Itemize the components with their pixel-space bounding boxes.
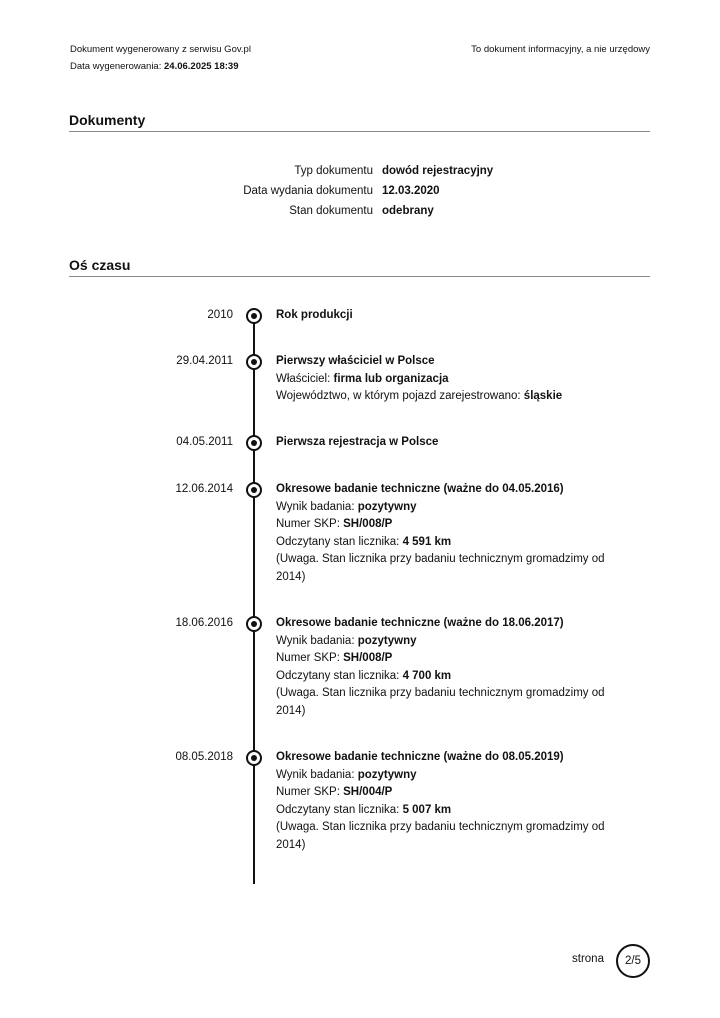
- result-label: Wynik badania:: [276, 768, 355, 781]
- event-title: Okresowe badanie techniczne (ważne do 18.06.2017): [276, 617, 564, 629]
- page-label: strona: [572, 953, 604, 965]
- event-owner-line: [276, 371, 626, 389]
- event-date: 08.05.2018: [175, 751, 233, 763]
- event-title: Okresowe badanie techniczne (ważne do 04.05.2016): [276, 483, 564, 495]
- document-row-type: [0, 165, 720, 185]
- voivodeship-value: śląskie: [523, 390, 563, 402]
- page-number-badge: [616, 944, 650, 978]
- event-date: 18.06.2016: [175, 617, 233, 629]
- event-title: Pierwsza rejestracja w Polsce: [276, 436, 439, 448]
- skp-label: Numer SKP:: [276, 518, 340, 530]
- timeline-dot-icon: [246, 616, 262, 632]
- odometer-line: [276, 534, 626, 552]
- event-body: [276, 434, 626, 452]
- document-issue-date-label: Data wydania dokumentu: [243, 185, 373, 197]
- event-date: 2010: [207, 309, 233, 321]
- odometer-note: (Uwaga. Stan licznika przy badaniu technicznym gromadzimy od 2014): [276, 553, 605, 583]
- event-voivodeship-line: [276, 388, 626, 406]
- event-body: [276, 749, 626, 854]
- skp-number-line: [276, 650, 626, 668]
- skp-value: SH/008/P: [343, 518, 393, 530]
- event-title: Okresowe badanie techniczne (ważne do 08.05.2019): [276, 751, 564, 763]
- inspection-result-line: [276, 767, 626, 785]
- result-label: Wynik badania:: [276, 634, 355, 647]
- documents-details: [0, 165, 720, 225]
- skp-number-line: [276, 516, 626, 534]
- odometer-value: 4 700 km: [402, 669, 452, 682]
- event-date: 04.05.2011: [176, 436, 233, 448]
- skp-number-line: [276, 784, 626, 802]
- odometer-label: Odczytany stan licznika:: [276, 669, 400, 682]
- inspection-result-line: [276, 499, 626, 517]
- event-body: [276, 481, 626, 586]
- event-title: Rok produkcji: [276, 309, 353, 321]
- page-header-right: [471, 41, 650, 58]
- document-row-issue-date: [0, 185, 720, 205]
- odometer-line: [276, 802, 626, 820]
- event-body: [276, 615, 626, 720]
- timeline-line: [253, 315, 255, 884]
- event-title: Pierwszy właściciel w Polsce: [276, 355, 435, 367]
- documents-section-title: Dokumenty: [69, 112, 650, 132]
- event-body: [276, 353, 626, 406]
- timeline-dot-icon: [246, 354, 262, 370]
- document-status-value: odebrany: [382, 205, 434, 217]
- event-date: 29.04.2011: [176, 355, 233, 367]
- timeline-dot-icon: [246, 435, 262, 451]
- generated-by-text: Dokument wygenerowany z serwisu Gov.pl: [70, 44, 251, 55]
- result-value: pozytywny: [357, 634, 417, 647]
- result-value: pozytywny: [357, 768, 417, 781]
- owner-label: Właściciel:: [276, 372, 331, 385]
- skp-value: SH/004/P: [343, 786, 393, 798]
- document-status-label: Stan dokumentu: [289, 205, 373, 217]
- odometer-note: (Uwaga. Stan licznika przy badaniu technicznym gromadzimy od 2014): [276, 821, 605, 851]
- skp-label: Numer SKP:: [276, 652, 340, 664]
- timeline-dot-icon: [246, 750, 262, 766]
- inspection-result-line: [276, 633, 626, 651]
- generated-date-value: 24.06.2025 18:39: [164, 61, 239, 72]
- owner-value: firma lub organizacja: [333, 372, 449, 385]
- document-row-status: [0, 205, 720, 225]
- skp-value: SH/008/P: [343, 652, 393, 664]
- generated-date-line: [70, 58, 251, 75]
- document-type-value: dowód rejestracyjny: [382, 165, 494, 177]
- odometer-line: [276, 668, 626, 686]
- disclaimer-text: To dokument informacyjny, a nie urzędowy: [471, 44, 650, 55]
- odometer-label: Odczytany stan licznika:: [276, 535, 400, 548]
- page-number: 2/5: [625, 955, 641, 967]
- odometer-note: (Uwaga. Stan licznika przy badaniu technicznym gromadzimy od 2014): [276, 687, 605, 717]
- odometer-value: 5 007 km: [402, 803, 452, 816]
- timeline-dot-icon: [246, 308, 262, 324]
- document-type-label: Typ dokumentu: [294, 165, 373, 177]
- generated-date-label: Data wygenerowania:: [70, 61, 162, 72]
- odometer-value: 4 591 km: [402, 535, 452, 548]
- odometer-label: Odczytany stan licznika:: [276, 803, 400, 816]
- document-issue-date-value: 12.03.2020: [382, 185, 440, 197]
- event-body: [276, 307, 626, 325]
- timeline-dot-icon: [246, 482, 262, 498]
- skp-label: Numer SKP:: [276, 786, 340, 798]
- timeline-section-title: Oś czasu: [69, 257, 650, 277]
- result-label: Wynik badania:: [276, 500, 355, 513]
- page-header-left: [70, 41, 251, 75]
- voivodeship-label: Województwo, w którym pojazd zarejestrowano:: [276, 390, 521, 402]
- event-date: 12.06.2014: [175, 483, 233, 495]
- result-value: pozytywny: [357, 500, 417, 513]
